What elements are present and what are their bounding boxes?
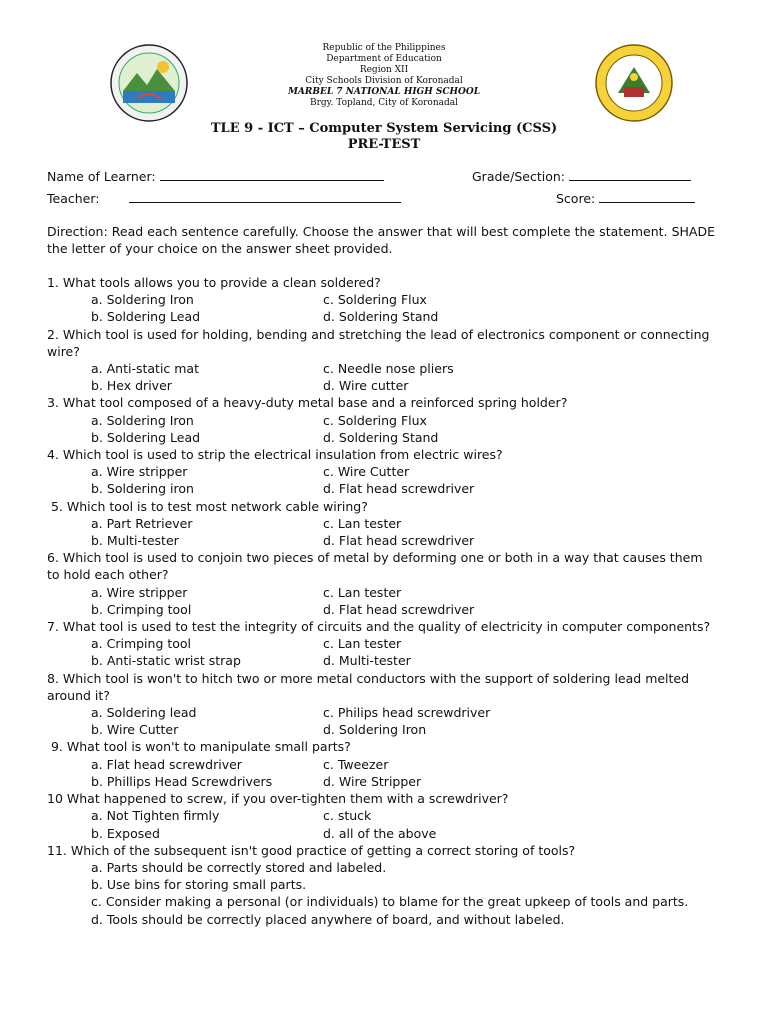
grade-section-label: Grade/Section:: [472, 169, 565, 184]
school-seal-icon: [594, 43, 674, 123]
score-field[interactable]: [556, 190, 695, 207]
score-label: Score:: [556, 191, 596, 206]
question-text: 4. Which tool is used to strip the electrical insulation from electric wires?: [47, 447, 503, 463]
option-d: d. Multi-tester: [323, 653, 411, 669]
option-d: d. Soldering Stand: [323, 309, 439, 325]
learner-name-field[interactable]: [47, 168, 384, 185]
option-a: a. Parts should be correctly stored and labeled.: [91, 859, 387, 875]
header-address: Brgy. Topland, City of Koronadal: [309, 98, 459, 108]
teacher-label: Teacher:: [47, 191, 100, 206]
option-a: a. Wire stripper: [91, 584, 188, 600]
question-item: [47, 446, 717, 498]
option-b: b. Wire Cutter: [91, 722, 179, 738]
question-item: [47, 618, 717, 670]
question-text: 10 What happened to screw, if you over-tighten them with a screwdriver?: [47, 791, 509, 807]
question-text: 7. What tool is used to test the integrity of circuits and the quality of electricity in computer components?: [47, 619, 711, 635]
option-a: a. Part Retriever: [91, 515, 193, 531]
option-c: c. Consider making a personal (or individuals) to blame for the great upkeep of tools and parts.: [91, 894, 689, 910]
question-item: [47, 394, 717, 446]
option-b: b. Hex driver: [91, 378, 172, 394]
option-c: c. stuck: [323, 808, 372, 824]
option-a: a. Soldering Iron: [91, 292, 194, 308]
option-d: d. Soldering Iron: [323, 722, 427, 738]
teacher-field[interactable]: [47, 190, 401, 207]
question-item: [47, 842, 717, 928]
option-d: d. Flat head screwdriver: [323, 601, 475, 617]
option-d: d. Flat head screwdriver: [323, 533, 475, 549]
grade-section-field[interactable]: [472, 168, 691, 185]
title-pretest: PRE-TEST: [347, 137, 421, 152]
option-a: a. Flat head screwdriver: [91, 756, 242, 772]
option-a: a. Soldering lead: [91, 705, 197, 721]
option-a: a. Anti-static mat: [91, 361, 199, 377]
option-c: c. Needle nose pliers: [323, 361, 454, 377]
option-d: d. Wire Stripper: [323, 773, 422, 789]
option-c: c. Wire Cutter: [323, 464, 410, 480]
option-a: a. Wire stripper: [91, 464, 188, 480]
option-b: b. Anti-static wrist strap: [91, 653, 241, 669]
title-subject: TLE 9 - ICT – Computer System Servicing (CSS): [210, 121, 558, 136]
option-c: c. Soldering Flux: [323, 412, 427, 428]
header-region: Region XII: [359, 65, 409, 75]
question-item: [47, 670, 717, 739]
question-text: 3. What tool composed of a heavy-duty metal base and a reinforced spring holder?: [47, 395, 568, 411]
option-b: b. Crimping tool: [91, 601, 192, 617]
option-b: b. Soldering Lead: [91, 309, 201, 325]
question-item: [47, 498, 717, 550]
option-c: c. Soldering Flux: [323, 292, 427, 308]
option-b: b. Multi-tester: [91, 533, 179, 549]
teacher-blank[interactable]: [129, 190, 401, 203]
option-c: c. Lan tester: [323, 515, 402, 531]
option-b: b. Exposed: [91, 825, 160, 841]
option-d: d. Flat head screwdriver: [323, 481, 475, 497]
option-a: a. Not Tighten firmly: [91, 808, 220, 824]
header-school-name: MARBEL 7 NATIONAL HIGH SCHOOL: [287, 87, 481, 97]
option-d: d. Soldering Stand: [323, 429, 439, 445]
option-c: c. Philips head screwdriver: [323, 705, 491, 721]
header-country: Republic of the Philippines: [322, 43, 446, 53]
option-a: a. Soldering Iron: [91, 412, 194, 428]
question-text: 8. Which tool is won't to hitch two or more metal conductors with the support of soldering lead melted around it?: [47, 670, 690, 703]
question-item: [47, 738, 717, 790]
school-header: [200, 43, 568, 109]
learner-name-label: Name of Learner:: [47, 169, 156, 184]
option-d: d. all of the above: [323, 825, 437, 841]
direction-text: Direction: Read each sentence carefully. Choose the answer that will best complete the statement. SHADE the letter of your choice on the answer sheet provided.: [47, 224, 715, 256]
option-b: b. Soldering iron: [91, 481, 194, 497]
question-text: 5. Which tool is to test most network cable wiring?: [47, 498, 368, 514]
test-title: [150, 121, 618, 153]
option-b: b. Soldering Lead: [91, 429, 201, 445]
question-item: [47, 549, 717, 618]
option-d: d. Wire cutter: [323, 378, 409, 394]
header-division: City Schools Division of Koronadal: [305, 76, 463, 86]
question-text: 6. Which tool is used to conjoin two pieces of metal by deforming one or both in a way that causes them to hold each other?: [47, 550, 703, 583]
grade-section-blank[interactable]: [569, 168, 691, 181]
question-text: 9. What tool is won't to manipulate small parts?: [47, 739, 351, 755]
option-c: c. Lan tester: [323, 584, 402, 600]
option-c: c. Tweezer: [323, 756, 389, 772]
question-text: 11. Which of the subsequent isn't good practice of getting a correct storing of tools?: [47, 842, 576, 858]
city-division-seal-icon: [109, 43, 189, 123]
option-b: b. Phillips Head Screwdrivers: [91, 773, 273, 789]
header-department: Department of Education: [326, 54, 442, 64]
learner-name-blank[interactable]: [160, 168, 384, 181]
question-list: [47, 274, 717, 928]
option-b: b. Use bins for storing small parts.: [91, 877, 307, 893]
question-item: [47, 326, 717, 395]
score-blank[interactable]: [599, 190, 695, 203]
option-a: a. Crimping tool: [91, 636, 192, 652]
option-d: d. Tools should be correctly placed anywhere of board, and without labeled.: [91, 911, 565, 927]
option-c: c. Lan tester: [323, 636, 402, 652]
question-text: 2. Which tool is used for holding, bending and stretching the lead of electronics component or connecting wire?: [47, 326, 710, 359]
question-item: [47, 274, 717, 326]
question-text: 1. What tools allows you to provide a clean soldered?: [47, 275, 381, 290]
question-item: [47, 790, 717, 842]
